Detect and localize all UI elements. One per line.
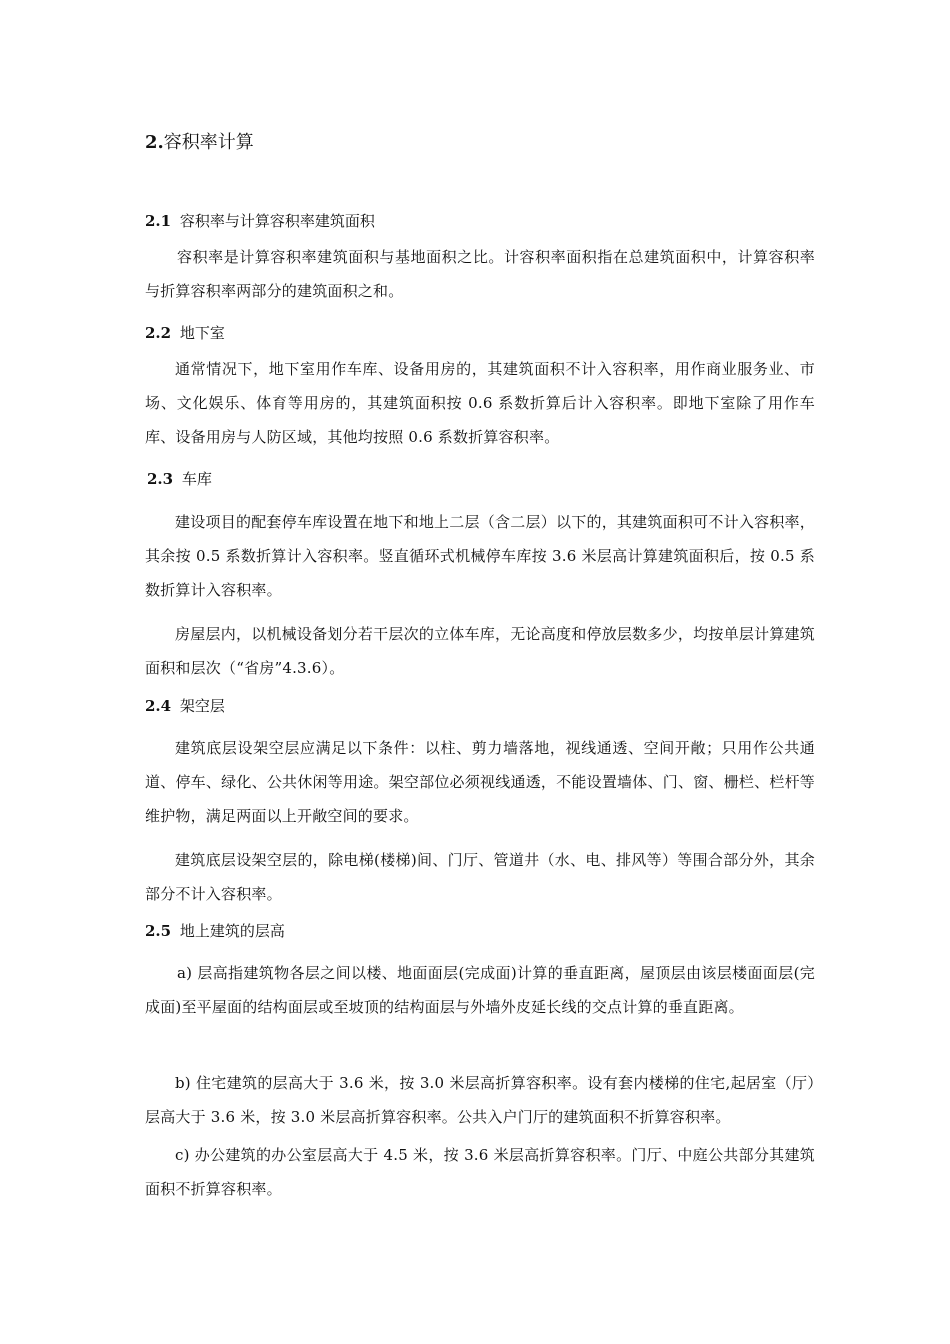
section-title: 架空层	[179, 697, 225, 715]
paragraph: 容积率是计算容积率建筑面积与基地面积之比。计容积率面积指在总建筑面积中，计算容积率与折算容积率两部分的建筑面积之和。	[145, 248, 815, 300]
section-number: 2.3	[147, 470, 174, 488]
title-number: 2.	[145, 132, 164, 153]
section-number: 2.1	[145, 212, 172, 230]
section-heading-2-1	[145, 210, 375, 232]
paragraph: 通常情况下，地下室用作车库、设备用房的，其建筑面积不计入容积率，用作商业服务业、市场、文化娱乐、体育等用房的，其建筑面积按 0.6 系数折算后计入容积率。即地下室除了用作车库、设备用房与人防区域，其他均按照 0.6 系数折算容积率。	[145, 360, 815, 446]
paragraph: a) 层高指建筑物各层之间以楼、地面面层(完成面)计算的垂直距离，屋顶层由该层楼面面层(完成面)至平屋面的结构面层或至坡顶的结构面层与外墙外皮延长线的交点计算的垂直距离。	[145, 964, 815, 1016]
section-heading-2-4	[145, 695, 225, 717]
section-title: 地上建筑的层高	[179, 922, 285, 940]
paragraph: 建筑底层设架空层的，除电梯(楼梯)间、门厅、管道井（水、电、排风等）等围合部分外，其余部分不计入容积率。	[145, 851, 815, 903]
page-title	[145, 130, 254, 156]
paragraph: 房屋层内，以机械设备划分若干层次的立体车库，无论高度和停放层数多少，均按单层计算建筑面积和层次（“省房”4.3.6）。	[145, 625, 815, 677]
section-title: 地下室	[179, 324, 225, 342]
paragraph: b) 住宅建筑的层高大于 3.6 米，按 3.0 米层高折算容积率。设有套内楼梯的住宅,起居室（厅）层高大于 3.6 米，按 3.0 米层高折算容积率。公共入户门厅的建筑面积不折算容积率。	[145, 1074, 815, 1126]
section-heading-2-5	[145, 920, 285, 942]
section-number: 2.5	[145, 922, 172, 940]
paragraph: c) 办公建筑的办公室层高大于 4.5 米，按 3.6 米层高折算容积率。门厅、中庭公共部分其建筑面积不折算容积率。	[145, 1146, 815, 1198]
section-heading-2-2	[145, 322, 225, 344]
section-number: 2.2	[145, 324, 172, 342]
section-heading-2-3	[147, 468, 212, 490]
paragraph: 建筑底层设架空层应满足以下条件：以柱、剪力墙落地，视线通透、空间开敞；只用作公共通道、停车、绿化、公共休闲等用途。架空部位必须视线通透，不能设置墙体、门、窗、栅栏、栏杆等维护物，满足两面以上开敞空间的要求。	[145, 739, 815, 825]
paragraph: 建设项目的配套停车库设置在地下和地上二层（含二层）以下的，其建筑面积可不计入容积率，其余按 0.5 系数折算计入容积率。竖直循环式机械停车库按 3.6 米层高计算建筑面积后，按 0.5 系数折算计入容积率。	[145, 513, 815, 599]
section-title: 容积率与计算容积率建筑面积	[179, 212, 375, 230]
section-number: 2.4	[145, 697, 172, 715]
title-text: 容积率计算	[163, 132, 254, 153]
section-title: 车库	[181, 470, 212, 488]
